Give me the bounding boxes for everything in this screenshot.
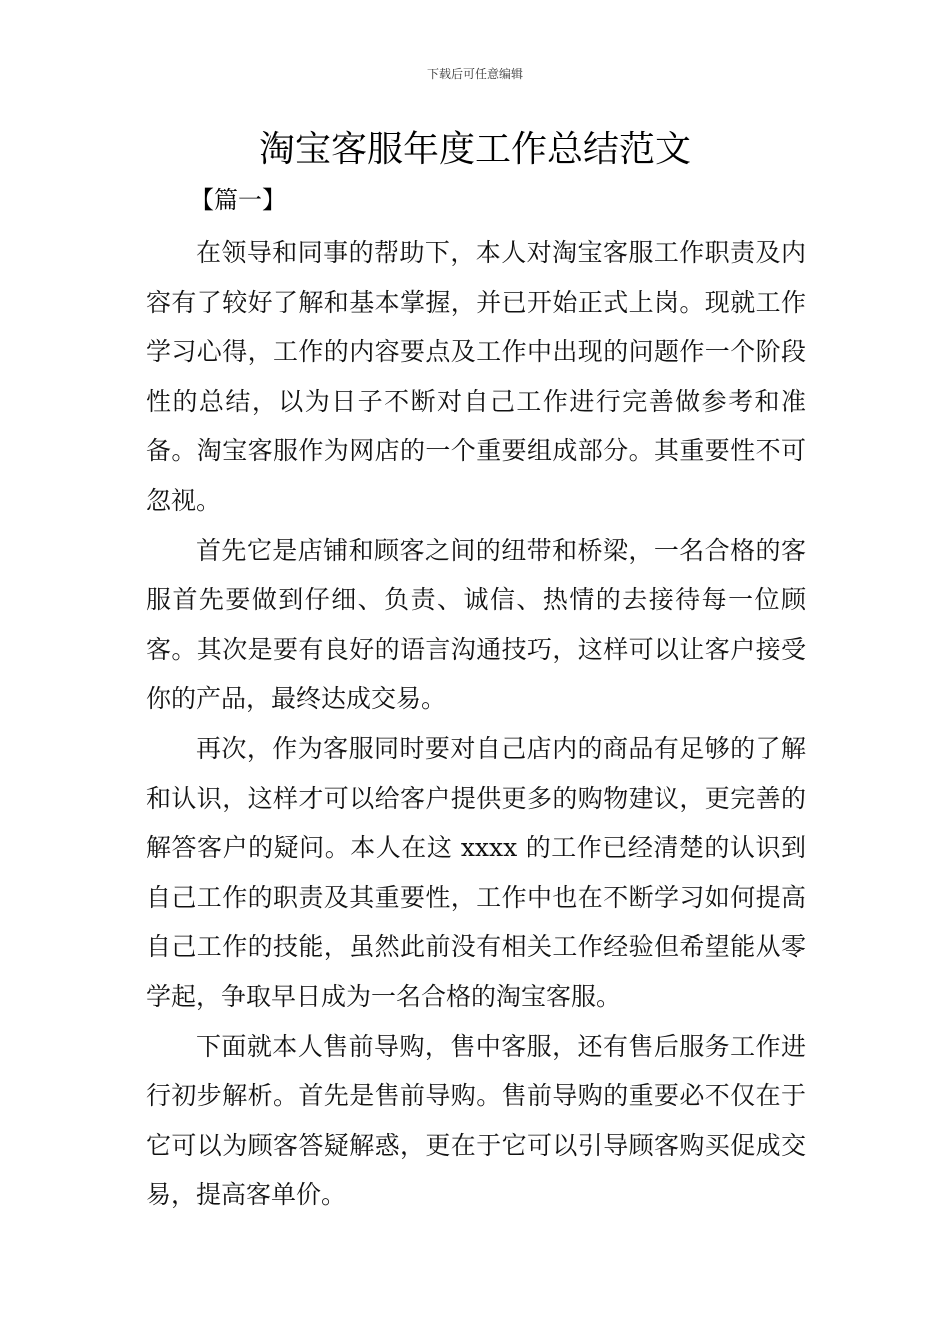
paragraph-2: 首先它是店铺和顾客之间的纽带和桥梁，一名合格的客服首先要做到仔细、负责、诚信、热情的去接待每一位顾客。其次是要有良好的语言沟通技巧，这样可以让客户接受你的产品，最终达成交易。: [146, 535, 806, 714]
header-note: 下载后可任意编辑: [426, 67, 523, 81]
paragraph-1: 在领导和同事的帮助下，本人对淘宝客服工作职责及内容有了较好了解和基本掌握，并已开始正式上岗。现就工作学习心得，工作的内容要点及工作中出现的问题作一个阶段性的总结，以为日子不断对自己工作进行完善做参考和准备。淘宝客服作为网店的一个重要组成部分。其重要性不可忽视。: [146, 238, 806, 515]
document-title: 淘宝客服年度工作总结范文: [258, 129, 691, 170]
paragraph-3: 再次，作为客服同时要对自己店内的商品有足够的了解和认识，这样才可以给客户提供更多的购物建议，更完善的解答客户的疑问。本人在这 xxxx 的工作已经清楚的认识到自己工作的职责及其重要性，工作中也在不断学习如何提高自己工作的技能，虽然此前没有相关工作经验但希望能从零学起，争取早日成为一名合格的淘宝客服。: [146, 733, 806, 1011]
section-label: 【篇一】: [190, 186, 286, 214]
paragraph-4: 下面就本人售前导购，售中客服，还有售后服务工作进行初步解析。首先是售前导购。售前导购的重要必不仅在于它可以为顾客答疑解惑，更在于它可以引导顾客购买促成交易，提高客单价。: [146, 1031, 806, 1210]
document-body: [146, 228, 806, 1220]
